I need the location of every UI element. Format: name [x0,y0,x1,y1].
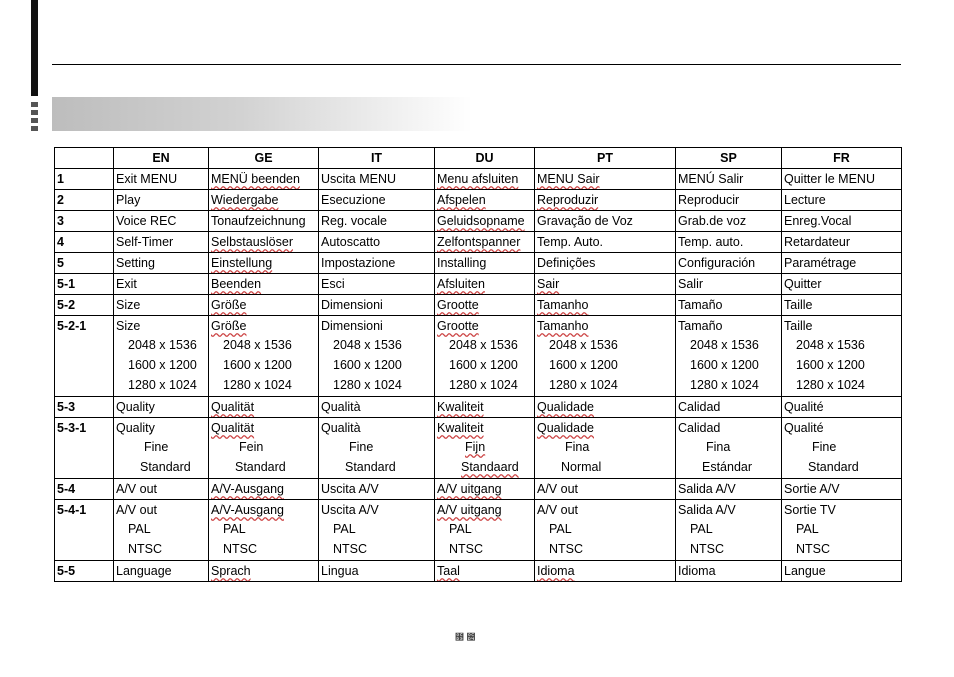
cell-subvalue: 1280 x 1024 [549,378,618,392]
cell-text: Geluidsopname [437,214,525,228]
table-row [55,274,902,295]
cell-subvalue: PAL [223,522,246,536]
cell-text: A/V out [116,503,157,517]
table-cell [319,190,435,211]
cell-text: Definições [537,256,596,270]
table-cell [676,190,782,211]
row-id: 5-3-1 [55,418,114,479]
table-cell [209,418,319,479]
cell-text: MENU Sair [537,172,600,186]
cell-subvalue: 2048 x 1536 [223,338,292,352]
table-cell [535,190,676,211]
row-id: 4 [55,232,114,253]
column-header: SP [676,148,782,169]
table-cell [209,500,319,561]
table-cell [209,479,319,500]
cell-subvalue: Standard [140,460,191,474]
cell-text: Enreg.Vocal [784,214,852,228]
cell-text: Qualità [321,400,361,414]
table-cell [435,190,535,211]
table-cell [676,397,782,418]
cell-text: Retardateur [784,235,851,249]
table-row [55,211,902,232]
table-cell [209,169,319,190]
cell-text: Salir [678,277,704,291]
table-cell [782,561,902,582]
cell-text: Dimensioni [321,319,383,333]
table-cell [435,253,535,274]
table-cell [435,274,535,295]
cell-text: Esci [321,277,345,291]
table-cell [676,479,782,500]
row-id: 1 [55,169,114,190]
table-cell [319,232,435,253]
cell-text: Size [116,298,141,312]
cell-subvalue: 1280 x 1024 [796,378,865,392]
table-cell [114,190,209,211]
cell-text: Uscita A/V [321,482,379,496]
cell-text: MENÚ Salir [678,172,744,186]
cell-text: Menu afsluiten [437,172,519,186]
left-margin-mark [31,110,38,115]
cell-text: Quitter le MENU [784,172,875,186]
cell-text: Temp. auto. [678,235,744,249]
cell-text: Sortie A/V [784,482,840,496]
cell-text: A/V out [537,503,578,517]
cell-subvalue: 1600 x 1200 [333,358,402,372]
cell-subvalue: 1600 x 1200 [223,358,292,372]
cell-text: Lingua [321,564,359,578]
column-header: PT [535,148,676,169]
cell-text: Sair [537,277,560,291]
table-row [55,500,902,561]
cell-subvalue: NTSC [796,542,831,556]
table-cell [114,479,209,500]
table-cell [319,295,435,316]
cell-subvalue: PAL [796,522,819,536]
cell-subvalue: PAL [449,522,472,536]
table-cell [676,418,782,479]
cell-subvalue: Fine [349,440,374,454]
cell-text: Reg. vocale [321,214,388,228]
cell-text: Calidad [678,400,721,414]
table-cell [435,316,535,397]
table-cell [782,500,902,561]
left-margin-bar [31,0,38,96]
table-header-row [55,148,902,169]
table-cell [676,274,782,295]
row-id: 5-3 [55,397,114,418]
cell-subvalue: 1600 x 1200 [796,358,865,372]
cell-text: Kwaliteit [437,421,484,435]
cell-subvalue: NTSC [690,542,725,556]
table-cell [435,397,535,418]
cell-text: Esecuzione [321,193,386,207]
table-cell [676,169,782,190]
column-header: EN [114,148,209,169]
cell-text: Play [116,193,141,207]
cell-text: A/V-Ausgang [211,503,284,517]
cell-text: Grab.de voz [678,214,747,228]
table-cell [319,316,435,397]
cell-text: Calidad [678,421,721,435]
cell-text: Lecture [784,193,826,207]
cell-subvalue: Normal [561,460,602,474]
table-cell [535,479,676,500]
row-id: 5-5 [55,561,114,582]
cell-subvalue: 1600 x 1200 [549,358,618,372]
cell-text: Taal [437,564,460,578]
table-cell [535,232,676,253]
cell-text: Impostazione [321,256,396,270]
column-header: GE [209,148,319,169]
cell-text: Qualité [784,400,824,414]
table-cell [209,190,319,211]
table-cell [114,169,209,190]
table-cell [782,211,902,232]
row-id: 5-2 [55,295,114,316]
cell-text: Configuración [678,256,756,270]
cell-text: Voice REC [116,214,177,228]
cell-text: Reproduzir [537,193,599,207]
left-margin-mark [31,118,38,123]
column-header: IT [319,148,435,169]
cell-subvalue: 2048 x 1536 [690,338,759,352]
cell-text: Reproducir [678,193,740,207]
cell-text: Quality [116,400,155,414]
cell-text: Wiedergabe [211,193,279,207]
table-cell [319,561,435,582]
cell-subvalue: 1280 x 1024 [333,378,402,392]
table-cell [676,316,782,397]
table-cell [114,500,209,561]
table-cell [319,211,435,232]
cell-subvalue: NTSC [128,542,163,556]
cell-text: Größe [211,298,247,312]
table-cell [209,232,319,253]
table-cell [209,274,319,295]
table-cell [435,479,535,500]
table-cell [435,418,535,479]
table-cell [535,500,676,561]
table-cell [782,253,902,274]
table-cell [782,479,902,500]
cell-subvalue: Standard [808,460,859,474]
cell-subvalue: 1600 x 1200 [128,358,197,372]
cell-text: Dimensioni [321,298,383,312]
cell-subvalue: NTSC [449,542,484,556]
table-row [55,418,902,479]
table-cell [319,500,435,561]
table-row [55,479,902,500]
table-row [55,253,902,274]
cell-text: Sortie TV [784,503,836,517]
table-cell [114,397,209,418]
table-cell [535,397,676,418]
cell-subvalue: 1280 x 1024 [690,378,759,392]
table-cell [114,418,209,479]
cell-text: Größe [211,319,247,333]
cell-text: A/V out [116,482,157,496]
table-cell [209,397,319,418]
table-cell [209,295,319,316]
cell-text: Taille [784,319,813,333]
table-cell [535,316,676,397]
table-cell [535,295,676,316]
table-cell [209,561,319,582]
table-cell [535,211,676,232]
table-cell [114,274,209,295]
cell-text: Self-Timer [116,235,174,249]
cell-subvalue: Standard [345,460,396,474]
table-cell [535,253,676,274]
cell-text: Salida A/V [678,482,736,496]
cell-text: Qualität [211,400,255,414]
column-header: FR [782,148,902,169]
table-cell [782,274,902,295]
table-cell [782,169,902,190]
row-id: 5-2-1 [55,316,114,397]
cell-text: Tamaño [678,298,723,312]
table-cell [114,561,209,582]
cell-subvalue: Estándar [702,460,753,474]
cell-text: Exit [116,277,137,291]
table-cell [114,232,209,253]
table-cell [319,418,435,479]
table-cell [782,232,902,253]
table-cell [435,500,535,561]
table-cell [535,169,676,190]
cell-subvalue: PAL [549,522,572,536]
cell-text: Taille [784,298,813,312]
table-cell [782,190,902,211]
cell-text: A/V uitgang [437,482,502,496]
cell-text: Grootte [437,319,479,333]
table-cell [535,274,676,295]
cell-text: Qualidade [537,421,594,435]
cell-text: Tamanho [537,319,589,333]
table-cell [676,561,782,582]
cell-subvalue: Fina [565,440,590,454]
cell-subvalue: Standaard [461,460,519,474]
table-cell [676,295,782,316]
table-cell [435,295,535,316]
page-number: ೓ ೔ [455,632,476,642]
table-cell [319,274,435,295]
table-cell [114,295,209,316]
row-id: 5-4 [55,479,114,500]
cell-text: Gravação de Voz [537,214,633,228]
table-cell [782,397,902,418]
table-cell [535,418,676,479]
table-cell [435,232,535,253]
table-cell [319,479,435,500]
cell-subvalue: PAL [690,522,713,536]
cell-subvalue: 2048 x 1536 [796,338,865,352]
cell-subvalue: NTSC [549,542,584,556]
cell-text: Selbstauslöser [211,235,293,249]
cell-text: Qualité [784,421,824,435]
table-row [55,295,902,316]
cell-subvalue: NTSC [333,542,368,556]
cell-text: Language [116,564,172,578]
cell-subvalue: 1600 x 1200 [449,358,518,372]
table-cell [114,316,209,397]
table-cell [319,253,435,274]
cell-subvalue: Standard [235,460,286,474]
table-row [55,190,902,211]
cell-text: A/V-Ausgang [211,482,284,496]
table-cell [782,316,902,397]
table-cell [114,211,209,232]
cell-subvalue: PAL [128,522,151,536]
section-heading-band [52,97,472,131]
table-cell [676,253,782,274]
cell-text: Exit MENU [116,172,178,186]
cell-text: Salida A/V [678,503,736,517]
cell-text: Afsluiten [437,277,485,291]
table-cell [319,169,435,190]
cell-text: Temp. Auto. [537,235,604,249]
row-id: 3 [55,211,114,232]
row-id: 5-1 [55,274,114,295]
cell-text: Grootte [437,298,479,312]
cell-text: Qualidade [537,400,594,414]
table-cell [782,295,902,316]
table-cell [535,561,676,582]
cell-subvalue: Fina [706,440,731,454]
table-cell [435,561,535,582]
table-cell [782,418,902,479]
cell-subvalue: 1280 x 1024 [223,378,292,392]
cell-subvalue: Fijn [465,440,486,454]
table-row [55,169,902,190]
table-cell [319,397,435,418]
header-rule [52,64,901,65]
column-header [55,148,114,169]
left-margin-mark [31,102,38,107]
cell-text: Autoscatto [321,235,381,249]
cell-text: Langue [784,564,826,578]
cell-text: Tamanho [537,298,589,312]
table-row [55,232,902,253]
cell-subvalue: Fein [239,440,264,454]
cell-subvalue: 2048 x 1536 [128,338,197,352]
table-cell [209,211,319,232]
cell-text: Beenden [211,277,262,291]
cell-subvalue: 2048 x 1536 [549,338,618,352]
cell-text: Installing [437,256,487,270]
cell-text: Uscita A/V [321,503,379,517]
table-cell [209,253,319,274]
cell-text: A/V uitgang [437,503,502,517]
row-id: 5 [55,253,114,274]
cell-text: A/V out [537,482,578,496]
cell-text: Setting [116,256,155,270]
cell-text: Tonaufzeichnung [211,214,306,228]
cell-text: Kwaliteit [437,400,484,414]
row-id: 5-4-1 [55,500,114,561]
table-cell [114,253,209,274]
cell-text: Sprach [211,564,251,578]
cell-text: Qualität [211,421,255,435]
cell-subvalue: Fine [144,440,169,454]
table-cell [676,500,782,561]
row-id: 2 [55,190,114,211]
cell-text: Quitter [784,277,822,291]
table-row [55,316,902,397]
cell-text: Qualità [321,421,361,435]
cell-subvalue: 2048 x 1536 [449,338,518,352]
table-cell [435,169,535,190]
table-cell [209,316,319,397]
table-row [55,561,902,582]
menu-translation-table [54,147,902,582]
cell-subvalue: 1600 x 1200 [690,358,759,372]
cell-text: Zelfontspanner [437,235,521,249]
cell-text: Afspelen [437,193,486,207]
cell-subvalue: 1280 x 1024 [128,378,197,392]
cell-text: Size [116,319,141,333]
cell-subvalue: NTSC [223,542,258,556]
table-cell [676,211,782,232]
cell-text: Einstellung [211,256,273,270]
table-cell [435,211,535,232]
cell-text: MENÜ beenden [211,172,300,186]
cell-text: Idioma [537,564,575,578]
cell-subvalue: 2048 x 1536 [333,338,402,352]
cell-subvalue: 1280 x 1024 [449,378,518,392]
cell-subvalue: Fine [812,440,837,454]
cell-text: Quality [116,421,155,435]
cell-text: Idioma [678,564,716,578]
cell-text: Tamaño [678,319,723,333]
table-row [55,397,902,418]
left-margin-mark [31,126,38,131]
column-header: DU [435,148,535,169]
cell-subvalue: PAL [333,522,356,536]
table-cell [676,232,782,253]
cell-text: Paramétrage [784,256,857,270]
cell-text: Uscita MENU [321,172,397,186]
